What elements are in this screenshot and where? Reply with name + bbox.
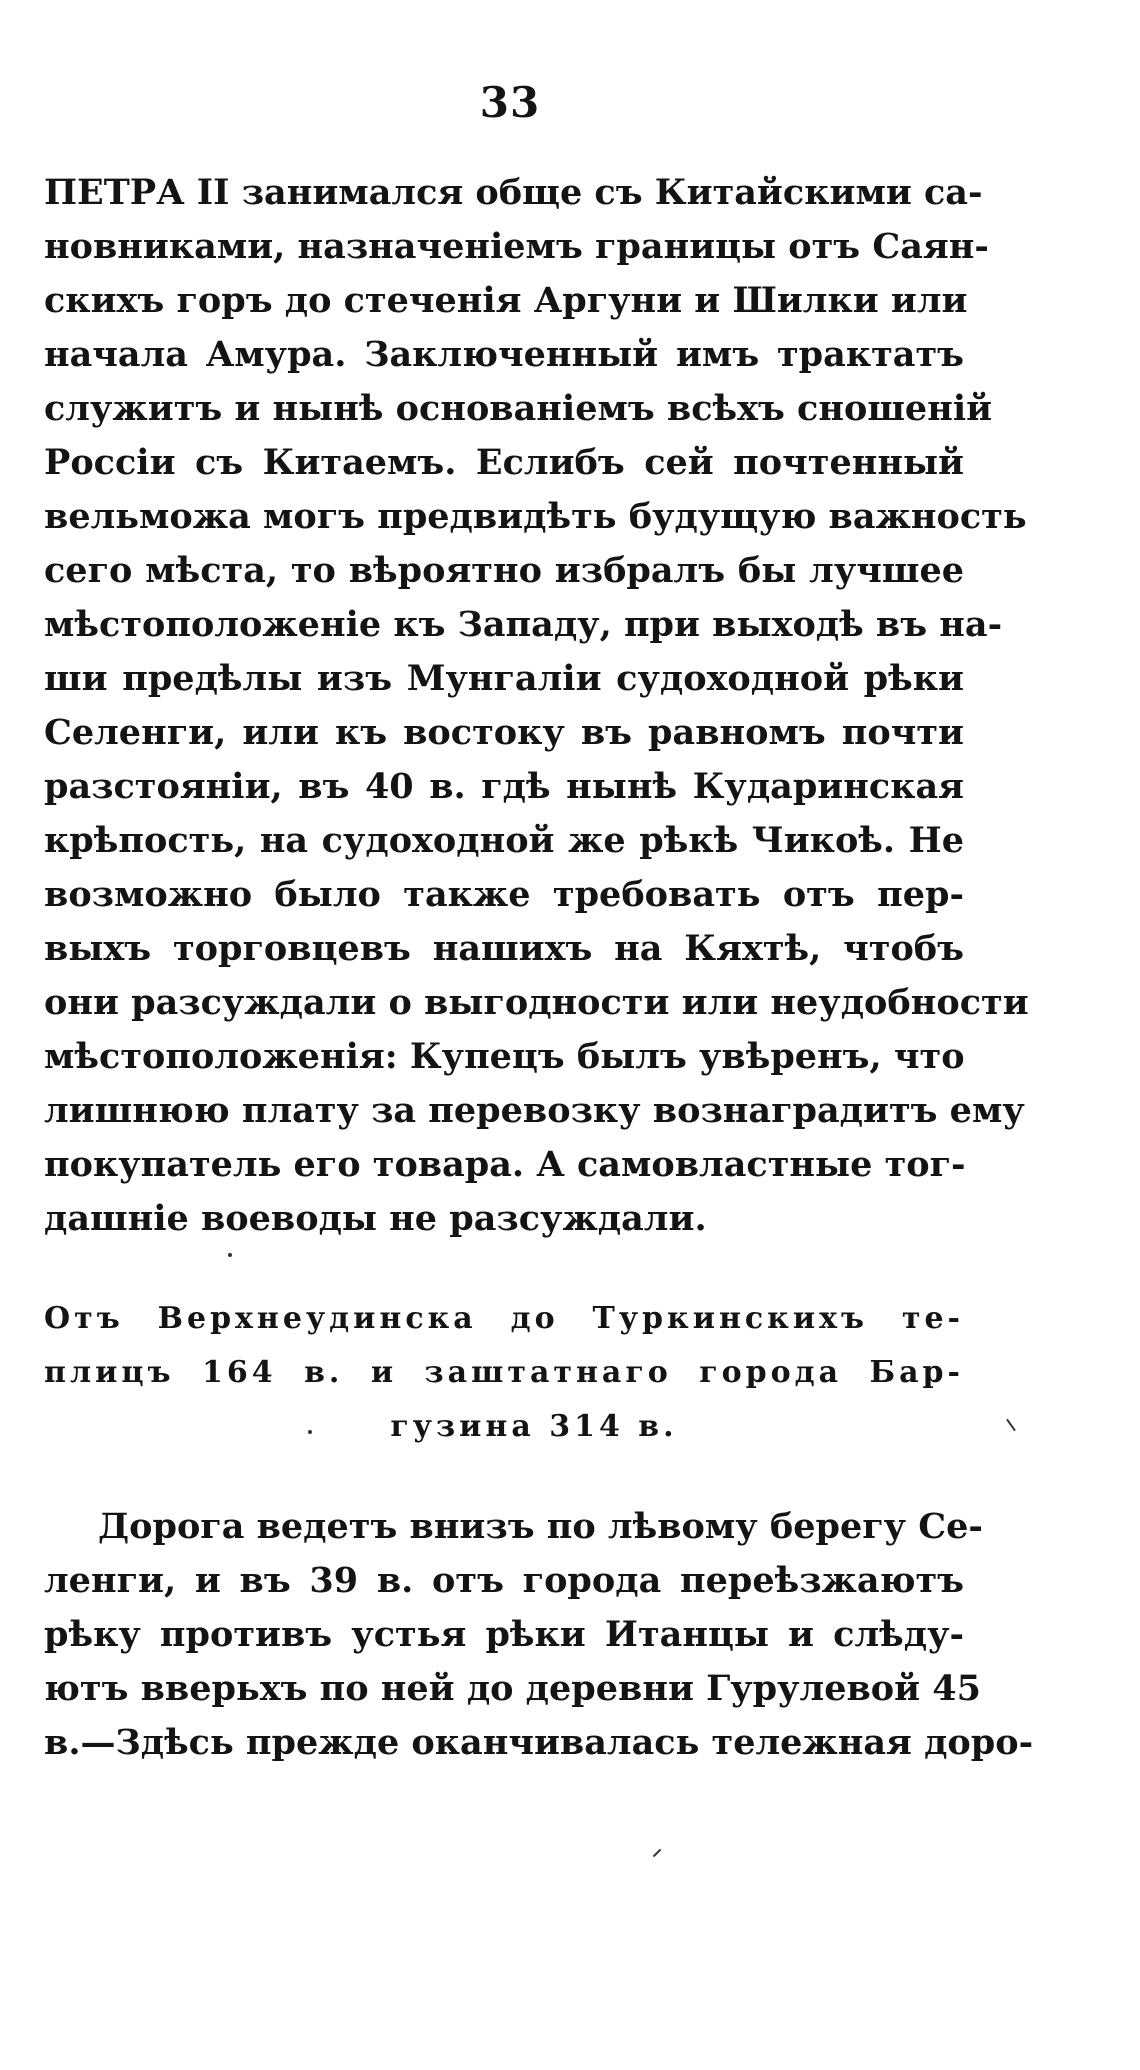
- heading-line: гузина 314 в.: [390, 1409, 678, 1444]
- text-line: вельможа могъ предвидѣть будущую важность: [44, 496, 1027, 537]
- text-line: лишнюю плату за перевозку вознаградитъ ему: [44, 1090, 1025, 1131]
- page-number: 33: [479, 78, 541, 127]
- text-line: Селенги, или къ востоку въ равномъ почти: [44, 712, 964, 753]
- text-line: мѣстоположеніе къ Западу, при выходѣ въ на-: [44, 604, 1003, 645]
- text-line: служитъ и нынѣ основаніемъ всѣхъ сношеній: [44, 388, 993, 429]
- text-line: рѣку противъ устья рѣки Итанцы и слѣду-: [44, 1614, 964, 1655]
- text-line: Дорога ведетъ внизъ по лѣвому берегу Се-: [98, 1506, 983, 1547]
- text-line: крѣпость, на судоходной же рѣкѣ Чикоѣ. Не: [44, 820, 964, 861]
- text-line: ютъ вверьхъ по ней до деревни Гурулевой 45: [44, 1668, 982, 1709]
- text-line: Россіи съ Китаемъ. Еслибъ сей почтенный: [44, 442, 964, 483]
- text-line: они разсуждали о выгодности или неудобности: [44, 982, 1029, 1023]
- print-speck: [228, 1253, 232, 1257]
- text-line: выхъ торговцевъ нашихъ на Кяхтѣ, чтобъ: [44, 928, 964, 969]
- text-line: ши предѣлы изъ Мунгаліи судоходной рѣки: [44, 658, 964, 699]
- print-speck: [1006, 1419, 1016, 1432]
- section-heading: [44, 1292, 964, 1454]
- text-line: дашніе воеводы не разсуждали.: [44, 1198, 707, 1239]
- text-line: ПЕТРА II занимался обще съ Китайскими са-: [44, 172, 983, 213]
- text-line: возможно было также требовать отъ пер-: [44, 874, 964, 915]
- heading-line: плицъ 164 в. и заштатнаго города Бар-: [44, 1355, 964, 1390]
- text-line: разстояніи, въ 40 в. гдѣ нынѣ Кударинская: [44, 766, 964, 807]
- paragraph-1: [44, 166, 1029, 1246]
- text-line: сего мѣста, то вѣроятно избралъ бы лучшее: [44, 550, 964, 591]
- text-line: в.—Здѣсь прежде оканчивалась тележная доро-: [44, 1722, 1034, 1763]
- print-speck: [308, 1430, 312, 1434]
- text-line: мѣстоположенія: Купецъ былъ увѣренъ, что: [44, 1036, 965, 1077]
- paragraph-2: [44, 1500, 1034, 1770]
- text-line: покупатель его товара. А самовластные тог-: [44, 1144, 966, 1185]
- text-line: начала Амура. Заключенный имъ трактатъ: [44, 334, 964, 375]
- heading-line: Отъ Верхнеудинска до Туркинскихъ те-: [44, 1301, 964, 1336]
- text-line: новниками, назначеніемъ границы отъ Саян-: [44, 226, 989, 267]
- print-speck: [653, 1849, 661, 1857]
- text-line: ленги, и въ 39 в. отъ города переѣзжаютъ: [44, 1560, 964, 1601]
- text-line: скихъ горъ до стеченія Аргуни и Шилки или: [44, 280, 968, 321]
